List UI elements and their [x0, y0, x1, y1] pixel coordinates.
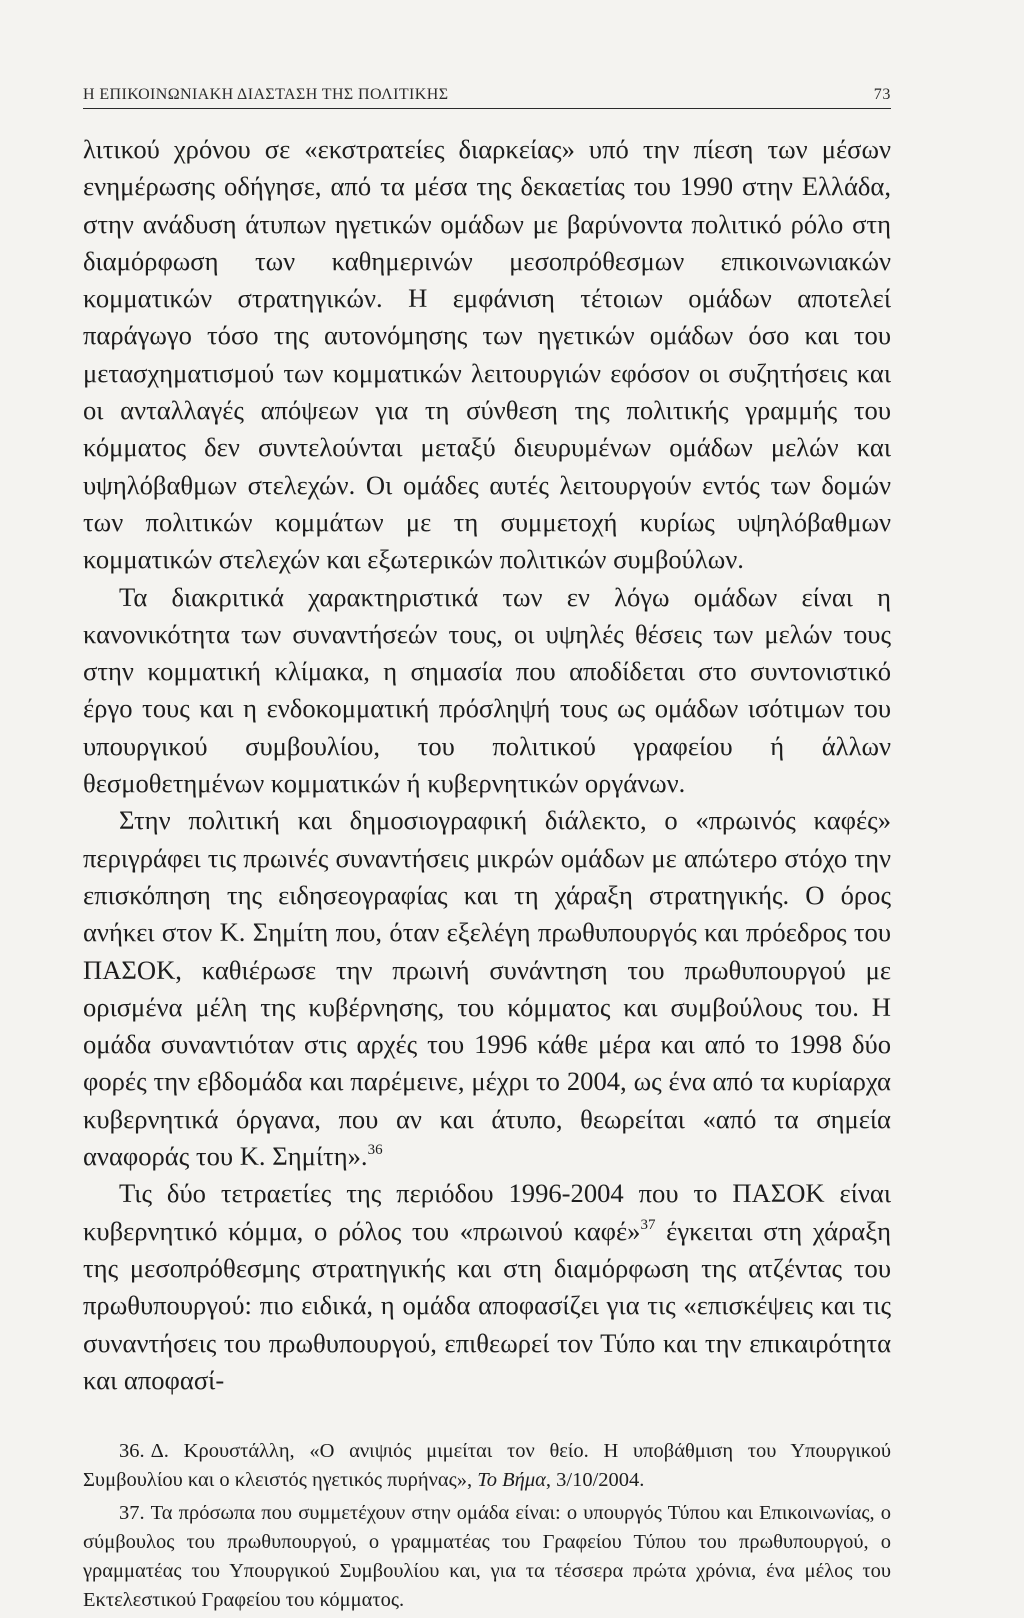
footnote-ref-36[interactable]: 36: [367, 1142, 383, 1159]
footnote-36-source: Το Βήμα: [477, 1469, 546, 1492]
footnote-36: [83, 1437, 891, 1495]
paragraph-4-text-a: Τις δύο τετραετίες της περιόδου 1996-2004 που το ΠΑΣΟΚ είναι κυβερνητικό κόμμα, ο ρόλος του «πρωινού καφέ»: [83, 1178, 891, 1246]
footnote-36-number: 36.: [119, 1440, 145, 1463]
paragraph-3-text: Στην πολιτική και δημοσιογραφική διάλεκτο, ο «πρωινός καφές» περιγράφει τις πρωινές συναντήσεις μικρών ομάδων με απώτερο στόχο την επισκόπηση της ειδησεογραφίας και τη χάραξη στρατηγικής. Ο όρος ανήκει στον Κ. Σημίτη που, όταν εξελέγη πρωθυπουργός και πρόεδρος του ΠΑΣΟΚ, καθιέρωσε την πρωινή συνάντηση του πρωθυπουργού με ορισμένα μέλη της κυβέρνησης, του κόμματος και συμβούλους του. Η ομάδα συναντιόταν στις αρχές του 1996 κάθε μέρα και από το 1998 δύο φορές την εβδομάδα και παρέμεινε, μέχρι το 2004, ως ένα από τα κυρίαρχα κυβερνητικά όργανα, που αν και άτυπο, θεωρείται «από τα σημεία αναφοράς του Κ. Σημίτη».: [83, 805, 891, 1172]
footnotes: [83, 1437, 891, 1615]
paragraph-1: λιτικού χρόνου σε «εκστρατείες διαρκείας» υπό την πίεση των μέσων ενημέρωσης οδήγησε, από τα μέσα της δεκαετίας του 1990 στην Ελλάδα, στην ανάδυση άτυπων ηγετικών ομάδων με βαρύνοντα πολιτικό ρόλο στη διαμόρφωση των καθημερινών μεσοπρόθεσμων επικοινωνιακών κομματικών στρατηγικών. Η εμφάνιση τέτοιων ομάδων αποτελεί παράγωγο τόσο της αυτονόμησης των ηγετικών ομάδων όσο και του μετασχηματισμού των κομματικών λειτουργιών εφόσον οι συζητήσεις και οι ανταλλαγές απόψεων για τη σύνθεση της πολιτικής γραμμής του κόμματος δεν συντελούνται μεταξύ διευρυμένων ομάδων μελών και υψηλόβαθμων στελεχών. Οι ομάδες αυτές λειτουργούν εντός των δομών των πολιτικών κομμάτων με τη συμμετοχή κυρίως υψηλόβαθμων κομματικών στελεχών και εξωτερικών πολιτικών συμβούλων.: [83, 134, 891, 575]
running-title: Η ΕΠΙΚΟΙΝΩΝΙΑΚΗ ΔΙΑΣΤΑΣΗ ΤΗΣ ΠΟΛΙΤΙΚΗΣ: [83, 86, 449, 103]
footnote-36-text-a: Δ. Κρουστάλλη, «Ο ανιψιός μιμείται τον θείο. Η υποβάθμιση του Υπουργικού Συμβουλίου και ο κλειστός ηγετικός πυρήνας»,: [83, 1440, 891, 1492]
book-page: [83, 86, 891, 1618]
paragraph-4: [83, 1175, 891, 1399]
page-number: 73: [873, 86, 891, 103]
footnote-37-text: Τα πρόσωπα που συμμετέχουν στην ομάδα είναι: ο υπουργός Τύπου και Επικοινωνίας, ο σύμβουλος του πρωθυπουργού, ο γραμματέας του Γραφείου Τύπου του πρωθυπουργού, ο γραμματέας του Υπουργικού Συμβουλίου και, για τα τέσσερα πρώτα χρόνια, ένα μέλος του Εκτελεστικού Γραφείου του κόμματος.: [83, 1501, 891, 1612]
running-header: [83, 86, 891, 109]
paragraph-4-text-b: έγκειται στη χάραξη της μεσοπρόθεσμης στρατηγικής και στη διαμόρφωση της ατζέντας του πρωθυπουργού: πιο ειδικά, η ομάδα αποφασίζει για τις «επισκέψεις και τις συναντήσεις του πρωθυπουργού, επιθεωρεί τον Τύπο και την επικαιρότητα και αποφασί-: [83, 1215, 891, 1395]
paragraph-3: [83, 802, 891, 1175]
footnote-37: [83, 1499, 891, 1616]
main-text: [83, 131, 891, 1399]
footnote-37-number: 37.: [119, 1501, 145, 1524]
footnote-ref-37[interactable]: 37: [640, 1216, 656, 1233]
footnote-36-text-b: , 3/10/2004.: [545, 1469, 645, 1492]
paragraph-2: Τα διακριτικά χαρακτηριστικά των εν λόγω ομάδων είναι η κανονικότητα των συναντήσεών τους, οι υψηλές θέσεις των μελών τους στην κομματική κλίμακα, η σημασία που αποδίδεται στο συντονιστικό έργο τους και η ενδοκομματική πρόσληψή τους ως ομάδων ισότιμων του υπουργικού συμβουλίου, του πολιτικού γραφείου ή άλλων θεσμοθετημένων κομματικών ή κυβερνητικών οργάνων.: [83, 581, 891, 799]
